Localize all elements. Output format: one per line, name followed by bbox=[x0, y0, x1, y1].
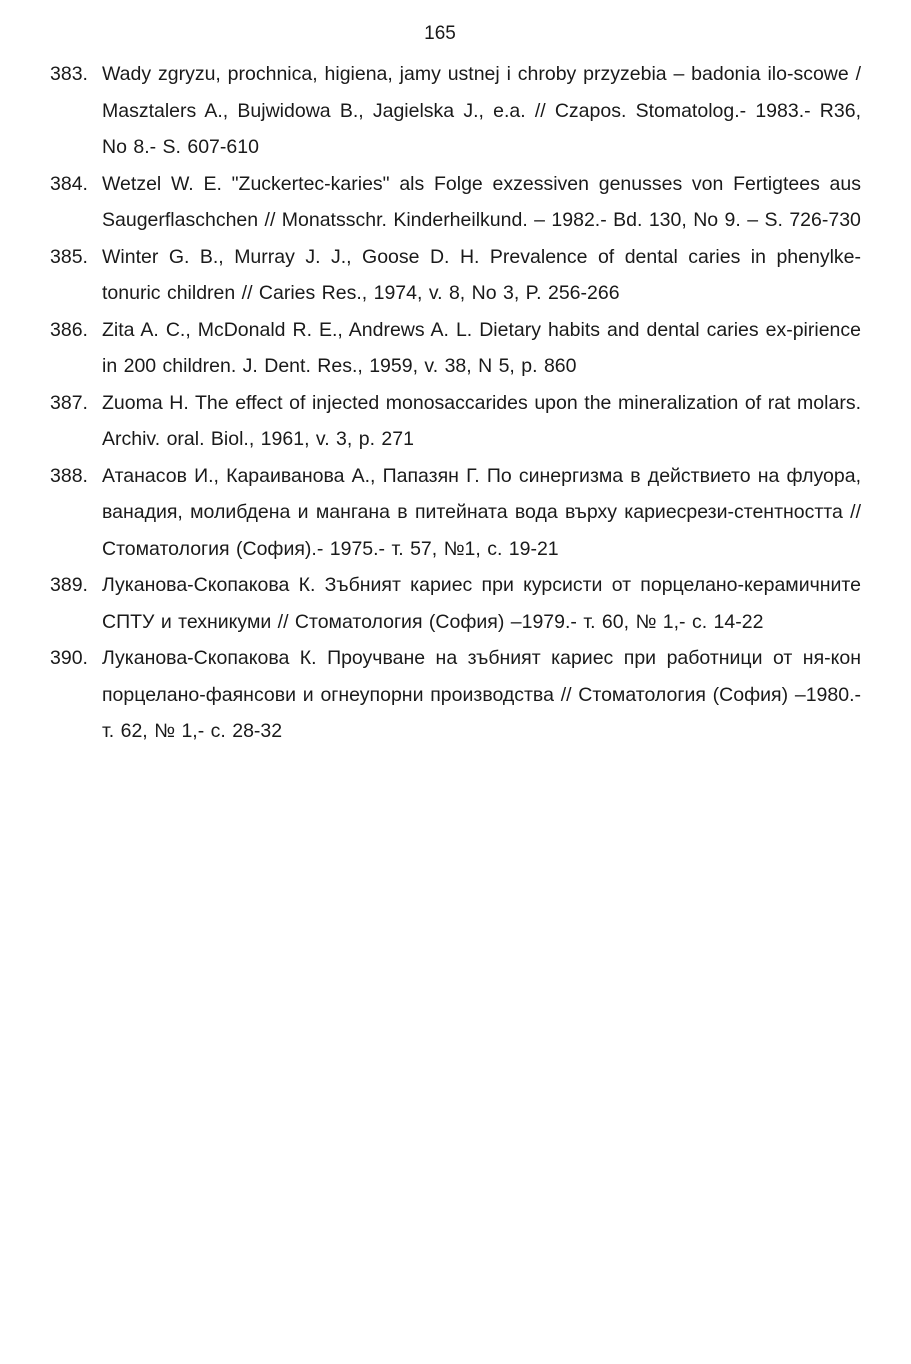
reference-item bbox=[50, 567, 861, 640]
reference-text: Атанасов И., Караиванова А., Папазян Г. По синергизма в действието на флуора, ванадия, молибдена и мангана в питейната вода върху кариесрези-стентността // Стоматология (София).- 1975.- т. 57, №1, с. 19-21 bbox=[102, 464, 861, 560]
reference-number: 387. bbox=[50, 391, 88, 414]
reference-item bbox=[50, 166, 861, 239]
reference-text: Zuoma H. The effect of injected monosaccarides upon the mineralization of rat molars. Archiv. oral. Biol., 1961, v. 3, p. 271 bbox=[102, 391, 861, 450]
reference-number: 388. bbox=[50, 464, 88, 487]
reference-number: 389. bbox=[50, 574, 88, 596]
reference-text: Winter G. B., Murray J. J., Goose D. H. Prevalence of dental caries in phenylke-tonuric children // Caries Res., 1974, v. 8, No 3, P. 256-266 bbox=[102, 245, 861, 304]
reference-text: Zita A. C., McDonald R. E., Andrews A. L. Dietary habits and dental caries ex-pirience in 200 children. J. Dent. Res., 1959, v. 38, N 5, p. 860 bbox=[102, 318, 861, 377]
reference-number: 385. bbox=[50, 245, 88, 268]
reference-text: Луканова-Скопакова К. Проучване на зъбният кариес при работници от ня-кон порцелано-фаянсови и огнеупорни производства // Стоматология (София) –1980.- т. 62, № 1,- с. 28-32 bbox=[102, 647, 861, 742]
reference-text: Луканова-Скопакова К. Зъбният кариес при курсисти от порцелано-керамичните СПТУ и техникуми // Стоматология (София) –1979.- т. 60, № 1,- с. 14-22 bbox=[102, 574, 861, 633]
reference-item bbox=[50, 239, 861, 312]
reference-number: 383. bbox=[50, 63, 88, 85]
page-number: 165 bbox=[424, 23, 456, 44]
reference-item bbox=[50, 458, 861, 568]
reference-item bbox=[50, 640, 861, 750]
reference-item bbox=[50, 56, 861, 166]
reference-number: 384. bbox=[50, 172, 88, 195]
reference-number: 386. bbox=[50, 318, 88, 341]
reference-item bbox=[50, 312, 861, 385]
reference-number: 390. bbox=[50, 647, 88, 669]
reference-list bbox=[50, 56, 861, 750]
reference-text: Wady zgryzu, prochnica, higiena, jamy ustnej i chroby przyzebia – badonia ilo-scowe / Masztalers A., Bujwidowa B., Jagielska J., e.a. // Czapos. Stomatolog.- 1983.- R36, No 8.- S. 607-610 bbox=[102, 63, 861, 158]
reference-text: Wetzel W. E. "Zuckertec-karies" als Folge exzessiven genusses von Fertigtees aus Saugerflaschchen // Monatsschr. Kinderheilkund. – 1982.- Bd. 130, No 9. – S. 726-730 bbox=[102, 172, 861, 231]
reference-item bbox=[50, 385, 861, 458]
